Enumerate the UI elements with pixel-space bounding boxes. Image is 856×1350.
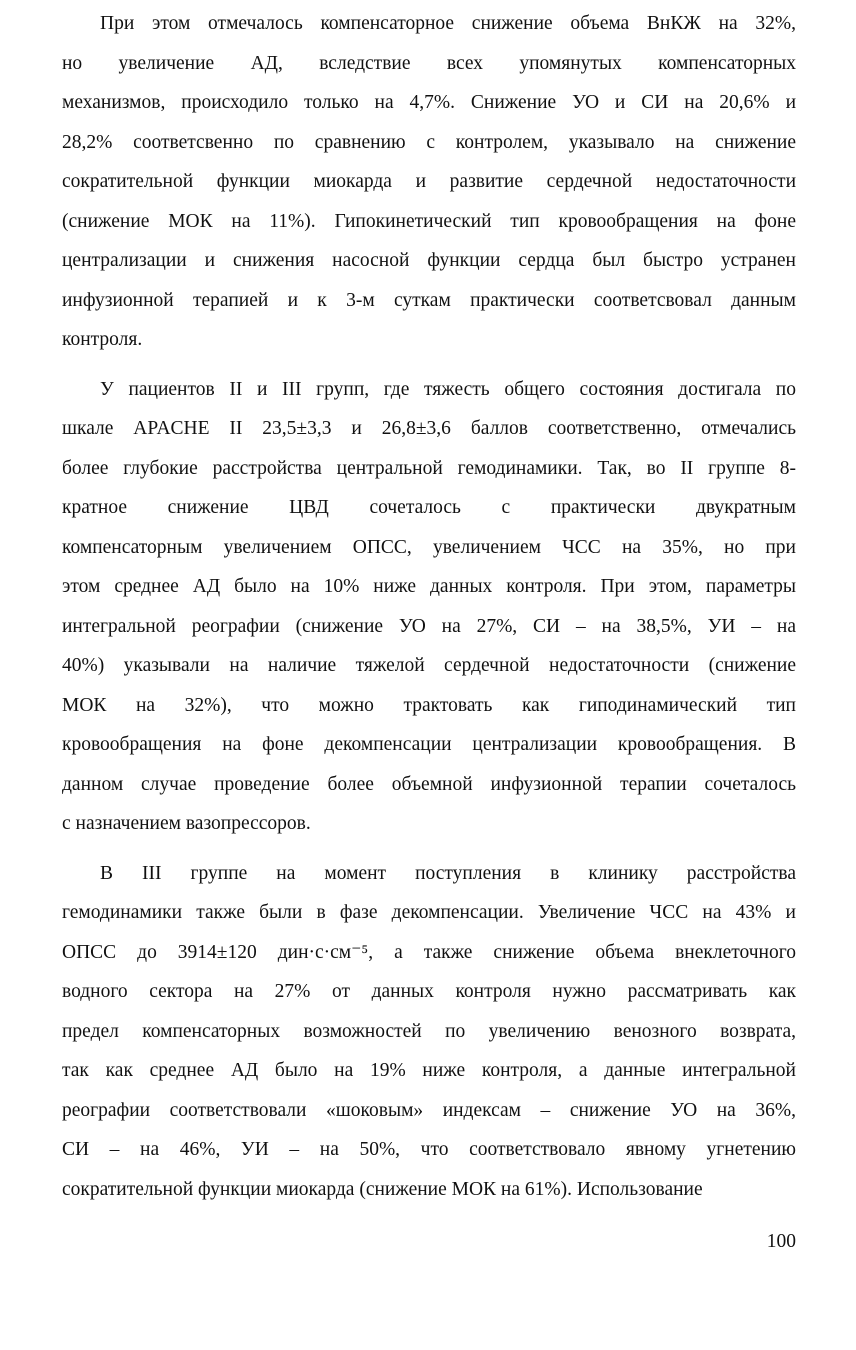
paragraph	[62, 376, 796, 850]
text-line: В III группе на момент поступления в клинику расстройства	[100, 862, 796, 884]
text-line: предел компенсаторных возможностей по увеличению венозного возврата,	[62, 1020, 796, 1042]
text-line: ОПСС до 3914±120 дин·с·см⁻⁵, а также снижение объема внеклеточного	[62, 941, 796, 963]
text-line: кровообращения на фоне декомпенсации централизации кровообращения. В	[62, 734, 796, 755]
text-line: (снижение МОК на 11%). Гипокинетический тип кровообращения на фоне	[62, 210, 796, 232]
text-line: кратное снижение ЦВД сочеталось с практически двукратным	[62, 497, 796, 518]
text-line: централизации и снижения насосной функции сердца был быстро устранен	[62, 250, 796, 271]
text-line: более глубокие расстройства центральной гемодинамики. Так, во II группе 8-	[62, 457, 796, 479]
text-line: механизмов, происходило только на 4,7%. Снижение УО и СИ на 20,6% и	[62, 92, 796, 113]
text-line: так как среднее АД было на 19% ниже контроля, а данные интегральной	[62, 1060, 796, 1081]
text-line: сократительной функции миокарда (снижение МОК на 61%). Использование	[62, 1178, 703, 1200]
text-line: реографии соответствовали «шоковым» индексам – снижение УО на 36%,	[62, 1099, 796, 1121]
paragraph-gap	[62, 850, 796, 860]
body-text	[62, 10, 796, 1215]
text-line: данном случае проведение более объемной инфузионной терапии сочеталось	[62, 773, 796, 795]
text-line: гемодинамики также были в фазе декомпенсации. Увеличение ЧСС на 43% и	[62, 902, 796, 923]
paragraph	[62, 10, 796, 366]
text-line: этом среднее АД было на 10% ниже данных контроля. При этом, параметры	[62, 576, 796, 597]
text-line: 28,2% соответсвенно по сравнению с контролем, указывало на снижение	[62, 131, 796, 153]
page-number: 100	[766, 1231, 796, 1252]
text-line: но увеличение АД, вследствие всех упомянутых компенсаторных	[62, 52, 796, 74]
text-line: водного сектора на 27% от данных контроля нужно рассматривать как	[62, 981, 796, 1002]
text-line: инфузионной терапией и к 3-м суткам практически соответсвовал данным	[62, 289, 796, 311]
text-line: У пациентов II и III групп, где тяжесть общего состояния достигала по	[100, 378, 796, 400]
text-line: 40%) указывали на наличие тяжелой сердечной недостаточности (снижение	[62, 655, 796, 676]
text-line: При этом отмечалось компенсаторное снижение объема ВнКЖ на 32%,	[100, 13, 796, 34]
text-line: сократительной функции миокарда и развитие сердечной недостаточности	[62, 171, 796, 192]
text-line: СИ – на 46%, УИ – на 50%, что соответствовало явному угнетению	[62, 1139, 796, 1160]
text-line: шкале APACHE II 23,5±3,3 и 26,8±3,6 баллов соответственно, отмечались	[62, 418, 796, 439]
text-line: компенсаторным увеличением ОПСС, увеличением ЧСС на 35%, но при	[62, 536, 796, 558]
paragraph	[62, 860, 796, 1216]
text-line: контроля.	[62, 329, 143, 350]
text-line: с назначением вазопрессоров.	[62, 813, 311, 834]
paragraph-gap	[62, 366, 796, 376]
text-line: интегральной реографии (снижение УО на 27%, СИ – на 38,5%, УИ – на	[62, 615, 796, 637]
text-line: МОК на 32%), что можно трактовать как гиподинамический тип	[62, 694, 796, 716]
